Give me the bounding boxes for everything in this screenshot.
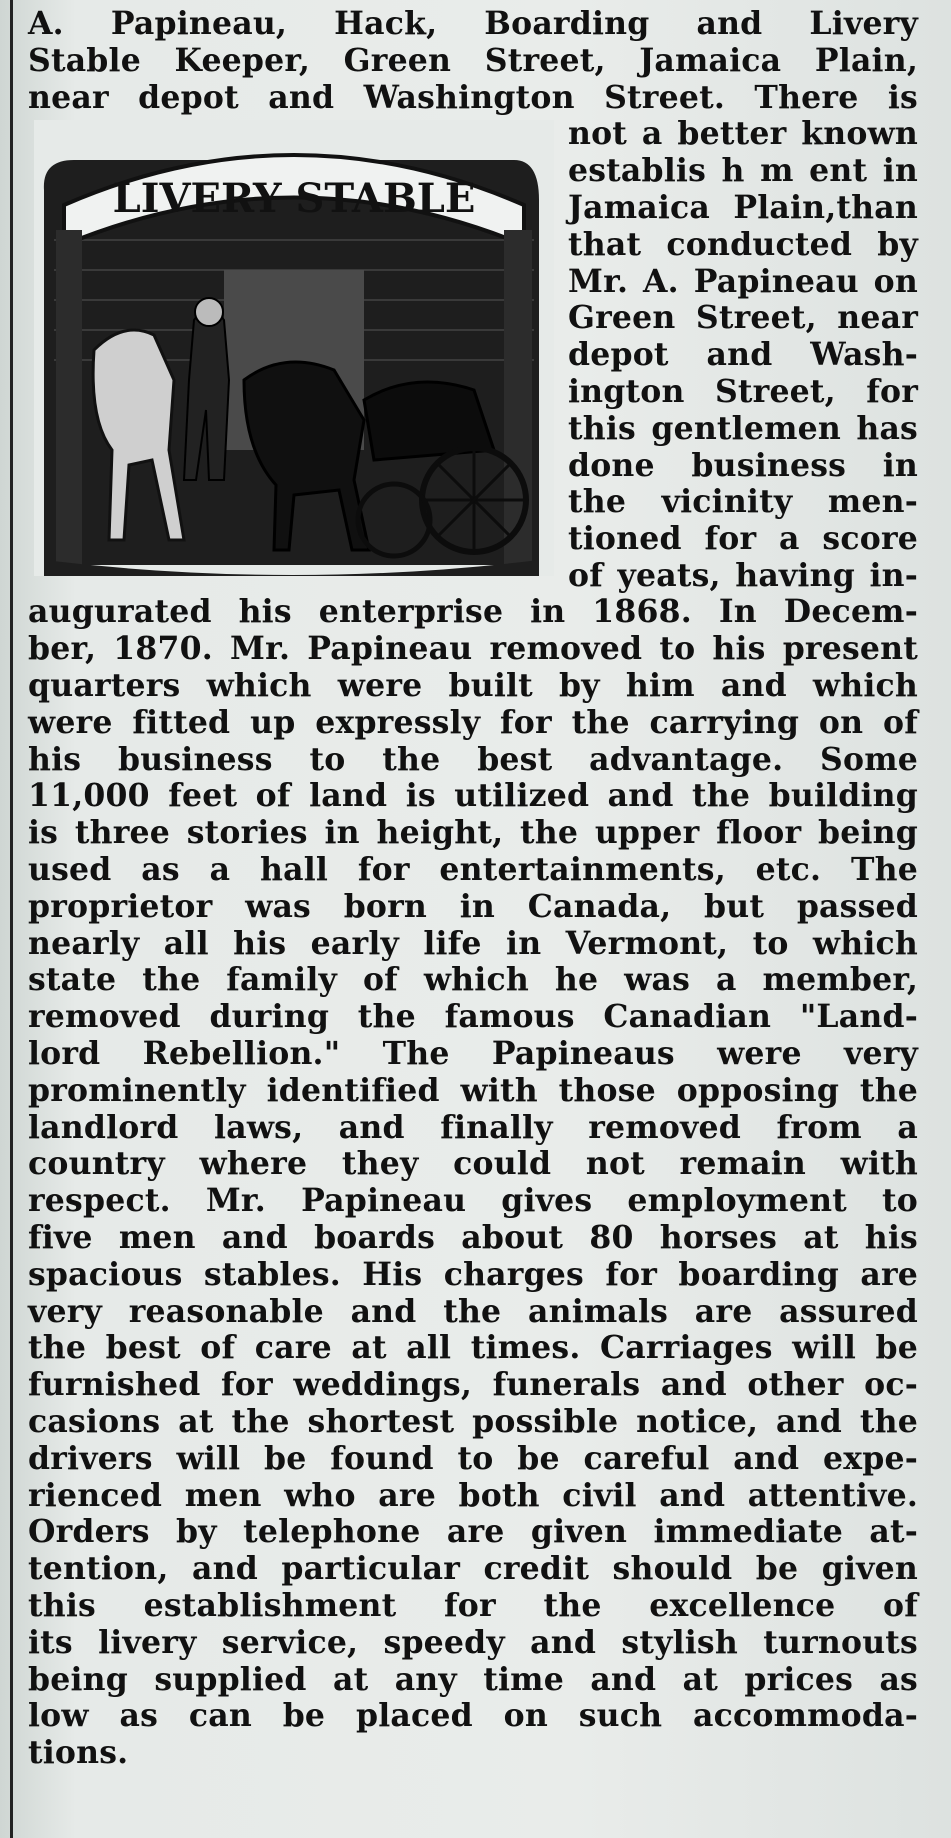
body-line-9: proprietor was born in Canada, but passed [28,887,918,925]
body-line-24: drivers will be found to be careful and expe- [28,1439,918,1477]
side-line-4: that conducted by [568,225,918,263]
body-line-29: its livery service, speedy and stylish turnouts [28,1623,918,1661]
body-line-5: his business to the best advantage. Some [28,740,918,778]
side-line-10: done business in [568,446,918,484]
body-line-8: used as a hall for entertainments, etc. The [28,850,918,888]
body-line-2: ber, 1870. Mr. Papineau removed to his present [28,630,918,668]
body-line-20: very reasonable and the animals are assured [28,1292,918,1330]
body-line-15: landlord laws, and finally removed from a [28,1108,918,1146]
article-line-1: A. Papineau, Hack, Boarding and Livery [28,5,918,42]
body-line-final: tions. [28,1734,129,1772]
article-body [28,594,918,1772]
body-line-19: spacious stables. His charges for boarding are [28,1255,918,1293]
article-line-2: Stable Keeper, Green Street, Jamaica Plain, [28,41,918,79]
body-line-13: lord Rebellion." The Papineaus were very [28,1034,918,1072]
body-line-11: state the family of which he was a member, [28,961,918,999]
body-line-26: Orders by telephone are given immediate at- [28,1513,918,1551]
body-line-22: furnished for weddings, funerals and other oc- [28,1366,918,1404]
side-line-2: establis h m ent in [568,152,918,190]
body-line-10: nearly all his early life in Vermont, to which [28,924,918,962]
side-line-5: Mr. A. Papineau on [568,262,918,300]
side-line-1: not a better known [568,115,918,153]
livery-stable-woodcut [34,120,554,576]
side-line-9: this gentlemen has [568,409,918,447]
side-line-3: Jamaica Plain,than [568,188,918,226]
sign-text: LIVERY STABLE [112,175,476,223]
side-line-13: of yeats, having in- [568,556,918,594]
body-line-7: is three stories in height, the upper floor being [28,814,918,852]
column-rule [10,0,13,1838]
side-column [568,116,918,594]
illustration-wrap [28,116,918,594]
advertisement-article [28,6,918,1772]
article-line-3: near depot and Washington Street. There is [28,78,918,116]
body-line-21: the best of care at all times. Carriages will be [28,1329,918,1367]
body-line-1: augurated his enterprise in 1868. In Decem- [28,593,918,631]
body-line-14: prominently identified with those opposing the [28,1071,918,1109]
body-line-28: this establishment for the excellence of [28,1586,918,1624]
body-line-12: removed during the famous Canadian "Land- [28,998,918,1036]
body-line-31: low as can be placed on such accommoda- [28,1697,918,1735]
body-line-27: tention, and particular credit should be given [28,1550,918,1588]
body-line-3: quarters which were built by him and which [28,666,918,704]
side-line-6: Green Street, near [568,299,918,337]
body-line-6: 11,000 feet of land is utilized and the building [28,777,918,815]
side-line-7: depot and Wash- [568,336,918,374]
side-line-12: tioned for a score [568,520,918,558]
body-line-23: casions at the shortest possible notice, and the [28,1402,918,1440]
side-line-11: the vicinity men- [568,483,918,521]
body-line-4: were fitted up expressly for the carrying on of [28,703,918,741]
body-line-30: being supplied at any time and at prices as [28,1660,918,1698]
side-line-8: ington Street, for [568,372,918,410]
body-line-16: country where they could not remain with [28,1145,918,1183]
body-line-18: five men and boards about 80 horses at his [28,1218,918,1256]
body-line-17: respect. Mr. Papineau gives employment to [28,1182,918,1220]
body-line-25: rienced men who are both civil and attentive. [28,1476,918,1514]
